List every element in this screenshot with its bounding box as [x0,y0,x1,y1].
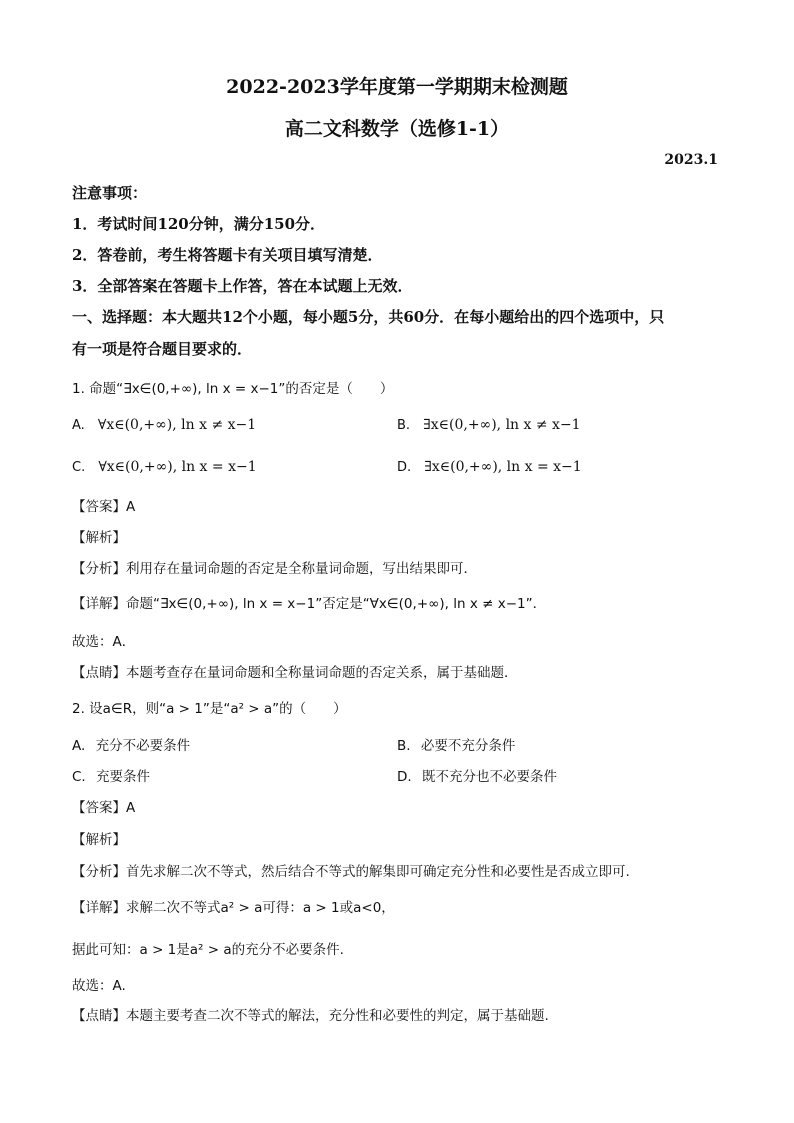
question-2-option-c [72,765,150,785]
question-1-analysis-label: 【解析】 [72,530,126,546]
notice-heading: 注意事项： [72,184,148,202]
option-text: 既不充分也不必要条件 [421,769,557,785]
option-letter: C. [72,460,86,475]
section-heading: 一、选择题：本大题共12个小题，每小题5分，共60分．在每小题给出的四个选项中，只 [72,308,665,326]
option-text: 必要不充分条件 [420,738,516,754]
question-2-option-a [72,734,190,754]
page-title: 2022-2023学年度第一学期期末检测题 [226,76,568,98]
question-2-option-b [397,734,515,754]
option-text: ∀x∈(0,+∞), ln x = x−1 [98,459,257,475]
option-letter: D. [397,460,412,475]
question-1-option-b [397,414,581,433]
question-1-option-a [72,414,256,433]
question-2-choice: 故选：A. [72,978,126,994]
question-1-choice: 故选：A． [72,634,136,650]
option-letter: A. [72,738,86,754]
question-2-fenxi: 【分析】首先求解二次不等式，然后结合不等式的解集即可确定充分性和必要性是否成立即可. [72,864,630,880]
question-1-dianjing: 【点睛】本题考查存在量词命题和全称量词命题的否定关系，属于基础题． [72,665,518,681]
option-text: 充要条件 [96,769,151,785]
option-letter: A. [72,418,85,433]
question-2-analysis-label: 【解析】 [72,832,126,848]
notice-item: 3．全部答案在答题卡上作答，答在本试题上无效． [72,277,413,295]
question-2-dianjing: 【点睛】本题主要考查二次不等式的解法，充分性和必要性的判定，属于基础题. [72,1008,549,1024]
question-2-stem: 2. 设a∈R，则“a > 1”是“a² > a”的（ ） [72,701,347,717]
option-text: ∃x∈(0,+∞), ln x ≠ x−1 [423,417,581,433]
notice-item: 2．答卷前，考生将答题卡有关项目填写清楚． [72,246,383,264]
exam-date: 2023.1 [664,152,718,168]
question-1-fenxi: 【分析】利用存在量词命题的否定是全称量词命题，写出结果即可． [72,561,477,577]
question-1-stem: 1. 命题“∃x∈(0,+∞), ln x = x−1”的否定是（ ） [72,381,394,397]
question-2-option-d [397,765,557,785]
option-text: 充分不必要条件 [95,738,191,754]
section-heading-cont: 有一项是符合题目要求的． [72,340,253,358]
question-1-answer: 【答案】A [72,499,136,515]
option-letter: B. [397,418,411,433]
option-letter: D. [397,769,412,785]
option-text: ∃x∈(0,+∞), ln x = x−1 [424,459,582,475]
option-letter: C. [72,769,86,785]
question-1-option-d [397,456,582,475]
question-1-xiangjie: 【详解】命题“∃x∈(0,+∞), ln x = x−1”否定是“∀x∈(0,+∞), ln x ≠ x−1”． [72,596,547,612]
question-2-xiangjie: 【详解】求解二次不等式a² > a可得：a > 1或a<0， [72,900,395,916]
option-letter: B. [397,738,411,754]
notice-item: 1．考试时间120分钟，满分150分． [72,215,326,233]
page-subtitle: 高二文科数学（选修1-1） [284,118,510,140]
question-1-option-c [72,456,257,475]
option-text: ∀x∈(0,+∞), ln x ≠ x−1 [97,417,257,433]
question-2-answer: 【答案】A [72,800,136,816]
question-2-conclusion: 据此可知：a > 1是a² > a的充分不必要条件. [72,942,344,958]
